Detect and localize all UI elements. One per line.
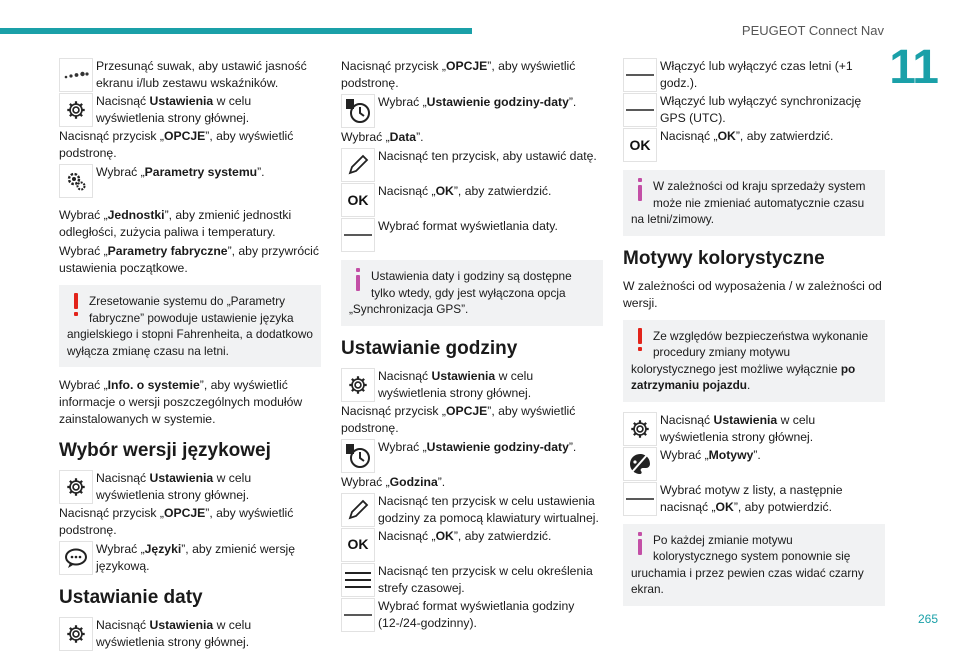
theme-palette-icon: [623, 447, 657, 481]
chapter-number: 11: [889, 41, 938, 94]
instruction-text: Nacisnąć „OK”, aby zatwierdzić.: [378, 528, 552, 543]
settings-gear-icon: [341, 368, 375, 402]
column-2: [341, 58, 603, 633]
instruction-text: Włączyć lub wyłączyć czas letni (+1 godz.).: [660, 59, 853, 90]
instruction-row: [59, 93, 321, 127]
instruction-row: [623, 93, 885, 127]
instruction-text: Nacisnąć „OK”, aby zatwierdzić.: [378, 184, 552, 198]
instruction-text: Nacisnąć „OK”, aby zatwierdzić.: [660, 129, 834, 143]
paragraph: Wybrać „Parametry fabryczne”, aby przywrócić ustawienia początkowe.: [59, 244, 319, 275]
instruction-text: Wybrać motyw z listy, a następnie nacisnąć „OK”, aby potwierdzić.: [660, 482, 843, 514]
warning-exclamation-icon: [67, 293, 85, 319]
instruction-row: [59, 541, 321, 575]
info-icon: [631, 178, 649, 204]
instruction-text: Nacisnąć ten przycisk w celu ustawienia godziny za pomocą klawiatury wirtualnej.: [378, 493, 599, 525]
instruction-row: [59, 470, 321, 504]
list-menu-icon: [341, 563, 375, 597]
settings-gear-icon: [59, 93, 93, 127]
instruction-row: [341, 563, 603, 597]
list-select-icon: [623, 482, 657, 516]
instruction-row: [59, 617, 321, 651]
instruction-row: [341, 148, 603, 182]
page-number: 265: [917, 612, 938, 626]
instruction-text: Wybrać „Parametry systemu”.: [96, 165, 265, 179]
instruction-row: [623, 482, 885, 516]
instruction-text: Nacisnąć Ustawienia w celu wyświetlenia strony głównej.: [378, 368, 534, 400]
settings-gear-icon: [59, 470, 93, 504]
instruction-row: [341, 528, 603, 562]
instruction-row: [341, 598, 603, 632]
paragraph: Nacisnąć przycisk „OPCJE”, aby wyświetlić podstronę.: [59, 506, 294, 537]
clock-date-icon: [341, 94, 375, 128]
instruction-row: [59, 164, 321, 198]
instruction-row: [341, 493, 603, 527]
info-text: Po każdej zmianie motywu kolorystycznego system ponownie się uruchamia i przez pewien czas widać czarny ekran.: [631, 532, 864, 596]
instruction-row: [623, 412, 885, 446]
instruction-text: Wybrać format wyświetlania daty.: [378, 219, 558, 233]
instruction-row: [623, 58, 885, 92]
settings-gear-icon: [623, 412, 657, 446]
clock-date-icon: [341, 439, 375, 473]
info-text: Ustawienia daty i godziny są dostępne tylko wtedy, gdy jest wyłączona opcja „Synchronizacja GPS”.: [349, 269, 572, 316]
instruction-row: [341, 218, 603, 252]
info-text: W zależności od kraju sprzedaży system może nie zmieniać automatycznie czasu na letni/zimowy.: [631, 179, 866, 226]
info-note: [623, 170, 885, 236]
instruction-text: Nacisnąć ten przycisk w celu określenia strefy czasowej.: [378, 563, 593, 595]
instruction-text: Nacisnąć Ustawienia w celu wyświetlenia strony głównej.: [96, 94, 252, 125]
pencil-edit-icon: [341, 148, 375, 182]
paragraph: Wybrać „Info. o systemie”, aby wyświetlić informacje o wersji poszczególnych modułów zainstalowanych w systemie.: [59, 378, 303, 426]
section-heading: Wybór wersji językowej: [59, 440, 271, 461]
format-select-icon: [341, 218, 375, 252]
instruction-text: Nacisnąć Ustawienia w celu wyświetlenia strony głównej.: [660, 412, 816, 444]
instruction-text: Wybrać „Ustawienie godziny-daty”.: [378, 95, 577, 109]
instruction-text: Nacisnąć ten przycisk, aby ustawić datę.: [378, 149, 597, 163]
instruction-row: [59, 58, 321, 92]
brightness-slider-icon: [59, 58, 93, 92]
instruction-row: [341, 439, 603, 473]
ok-button-icon: OK: [341, 528, 375, 562]
language-speech-icon: [59, 541, 93, 575]
instruction-row: [341, 368, 603, 402]
section-heading: Ustawianie godziny: [341, 337, 518, 359]
instruction-row: [341, 183, 603, 217]
info-note: [341, 260, 603, 326]
warning-text: Ze względów bezpieczeństwa wykonanie procedury zmiany motywu kolorystycznego jest możliwe wyłącznie po zatrzymaniu pojazdu.: [631, 328, 869, 392]
column-3: [623, 58, 885, 616]
system-settings-icon: [59, 164, 93, 198]
info-icon: [631, 532, 649, 558]
warning-text: Zresetowanie systemu do „Parametry fabryczne” powoduje ustawienie języka angielskiego i stopni Fahrenheita, a dodatkowo wyłącza zmianę czasu na letni.: [67, 294, 313, 358]
paragraph: Nacisnąć przycisk „OPCJE”, aby wyświetlić podstronę.: [59, 129, 294, 160]
instruction-text: Wybrać „Ustawienie godziny-daty”.: [378, 439, 577, 454]
instruction-row: [623, 128, 885, 162]
paragraph: Nacisnąć przycisk „OPCJE”, aby wyświetlić podstronę.: [341, 59, 576, 90]
paragraph: Wybrać „Godzina”.: [341, 474, 446, 489]
paragraph: Nacisnąć przycisk „OPCJE”, aby wyświetlić podstronę.: [341, 403, 576, 435]
instruction-text: Nacisnąć Ustawienia w celu wyświetlenia strony głównej.: [96, 618, 252, 649]
column-1: [59, 58, 321, 652]
section-heading: Motywy kolorystyczne: [623, 247, 825, 269]
toggle-switch-icon: [623, 93, 657, 127]
ok-button-icon: OK: [341, 183, 375, 217]
paragraph: Wybrać „Data”.: [341, 130, 424, 144]
warning-note: [623, 320, 885, 402]
paragraph: W zależności od wyposażenia / w zależności od wersji.: [623, 278, 882, 310]
page-header-title: PEUGEOT Connect Nav: [741, 23, 884, 38]
paragraph: Wybrać „Jednostki”, aby zmienić jednostki odległości, zużycia paliwa i temperatury.: [59, 208, 292, 239]
header-accent-bar: [0, 28, 472, 34]
pencil-edit-icon: [341, 493, 375, 527]
format-select-icon: [341, 598, 375, 632]
instruction-text: Wybrać „Języki”, aby zmienić wersję językową.: [96, 542, 296, 573]
info-icon: [349, 268, 367, 294]
toggle-switch-icon: [623, 58, 657, 92]
instruction-text: Wybrać format wyświetlania godziny (12-/24-godzinny).: [378, 598, 575, 630]
settings-gear-icon: [59, 617, 93, 651]
instruction-text: Włączyć lub wyłączyć synchronizację GPS (UTC).: [660, 94, 862, 125]
section-heading: Ustawianie daty: [59, 587, 203, 608]
warning-note: [59, 285, 321, 367]
instruction-text: Wybrać „Motywy”.: [660, 447, 761, 462]
info-note: [623, 524, 885, 606]
instruction-text: Nacisnąć Ustawienia w celu wyświetlenia strony głównej.: [96, 471, 252, 502]
instruction-row: [623, 447, 885, 481]
ok-button-icon: OK: [623, 128, 657, 162]
instruction-text: Przesunąć suwak, aby ustawić jasność ekranu i/lub zestawu wskaźników.: [96, 59, 307, 90]
warning-exclamation-icon: [631, 328, 649, 354]
instruction-row: [341, 94, 603, 128]
